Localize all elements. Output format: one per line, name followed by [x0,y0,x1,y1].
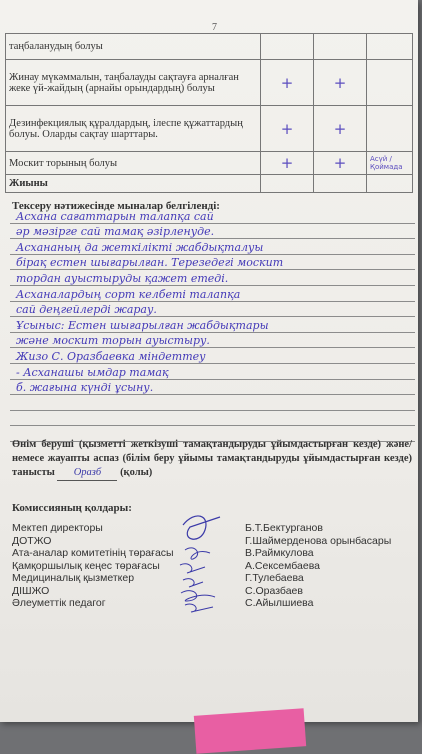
handwritten-line: Ұсыныс: Естен шығарылған жабдықтары [16,318,269,332]
acknowledgement-text: Өнім беруші (қызметті жеткізуші тамақтандыруды ұйымдастырған кезде) және/немесе жауапты аспаз (білім беру ұйымы тамақтандыруды ұйымдастырған кезде) танысты [12,439,412,478]
table-cell: Жинау мүкәммалын, таңбалауды сақтауға арналған жеке үй-жайдың (арнайы орындардың) болуы [6,60,261,106]
table-cell [367,175,413,193]
table-row [6,152,413,175]
table-cell: таңбаланудың болуы [6,34,261,60]
ruled-line [10,348,415,364]
table-row [6,34,413,60]
member-name: С.Айылшиева [245,597,314,609]
table-cell: + [261,106,314,152]
member-role: Мектеп директоры [12,522,103,534]
ruled-line [10,411,415,427]
handwritten-line: Жизо С. Оразбаевка міндеттеу [16,349,206,363]
member-role: Медициналық қызметкер [12,572,135,584]
handwritten-line: Асханалардың сорт келбеті талапқа [16,287,241,301]
results-title: Тексеру нәтижесінде мыналар белгіленді: [12,200,220,212]
table-cell [314,175,367,193]
handwritten-line: және москит торын ауыстыру. [16,334,210,348]
signature-caption: (қолы) [120,467,153,478]
table-row [6,60,413,106]
handwritten-line: сай деңгейлерді жарау. [16,303,157,317]
member-name: А.Сексембаева [245,559,320,572]
handwritten-line: әр мәзірге сай тамақ әзірленуде. [16,225,215,239]
ruled-line [10,364,415,380]
table-cell: + [261,152,314,175]
member-name: В.Раймкулова [245,547,314,559]
member-role: ДОТЖО [12,534,52,547]
ruled-line [10,224,415,240]
ruled-line [10,380,415,396]
handwritten-line: тордан ауыстыруды қажет етеді. [16,271,229,285]
handwritten-line: б. жағына күнді ұсыну. [16,381,154,395]
page-number: 7 [212,22,217,33]
member-name: Б.Т.Бектурганов [245,522,323,534]
ruled-line [10,286,415,302]
member-role: ДІШЖО [12,584,50,597]
handwritten-line: Асхана сағаттарын талапқа сай [16,209,214,223]
commission-roles [12,522,174,610]
ruled-line [10,317,415,333]
member-name: С.Оразбаев [245,584,303,597]
member-role: Әлеуметтік педагог [12,597,106,609]
table-cell [367,34,413,60]
acknowledgement-signature: Оразб [57,466,117,481]
ruled-line [10,333,415,349]
acknowledgement-paragraph [12,438,412,481]
table-cell: + [261,60,314,106]
table-cell: Дезинфекциялық құралдардың, ілеспе құжаттардың болуы. Оларды сақтау шарттары. [6,106,261,152]
results-lines [10,208,415,442]
table-row [6,175,413,193]
ruled-line [10,302,415,318]
ruled-line [10,270,415,286]
table-cell [367,60,413,106]
handwritten-line: Асхананың да жеткілікті жабдықталуы [16,240,264,254]
table-row [6,106,413,152]
inspection-table [5,33,413,193]
handwritten-line: - Асханашы ымдар тамақ [16,365,169,379]
member-name: Г.Шаймерденова орынбасары [245,534,392,547]
commission-names [245,522,391,610]
member-role: Ата-аналар комитетінің төрағасы [12,547,174,559]
ruled-line [10,208,415,224]
table-cell: Москит торының болуы [6,152,261,175]
table-cell: + [314,152,367,175]
table-cell: + [314,60,367,106]
table-cell: + [314,106,367,152]
table-cell [314,34,367,60]
handwritten-line: бірақ естен шығарылған. Терезедегі москит [16,256,284,270]
ruled-line [10,239,415,255]
table-cell: Асүй / Қоймада [367,152,413,175]
commission-title: Комиссияның қолдары: [12,502,132,514]
member-name: Г.Тулебаева [245,572,304,584]
member-role: Қамқоршылық кеңес төрағасы [12,559,160,572]
signatures-graphic [165,505,245,615]
table-cell [261,34,314,60]
table-total-label: Жиыны [6,175,261,193]
ruled-line [10,255,415,271]
table-cell [367,106,413,152]
pink-paper-edge [194,708,306,754]
table-cell [261,175,314,193]
ruled-line [10,395,415,411]
